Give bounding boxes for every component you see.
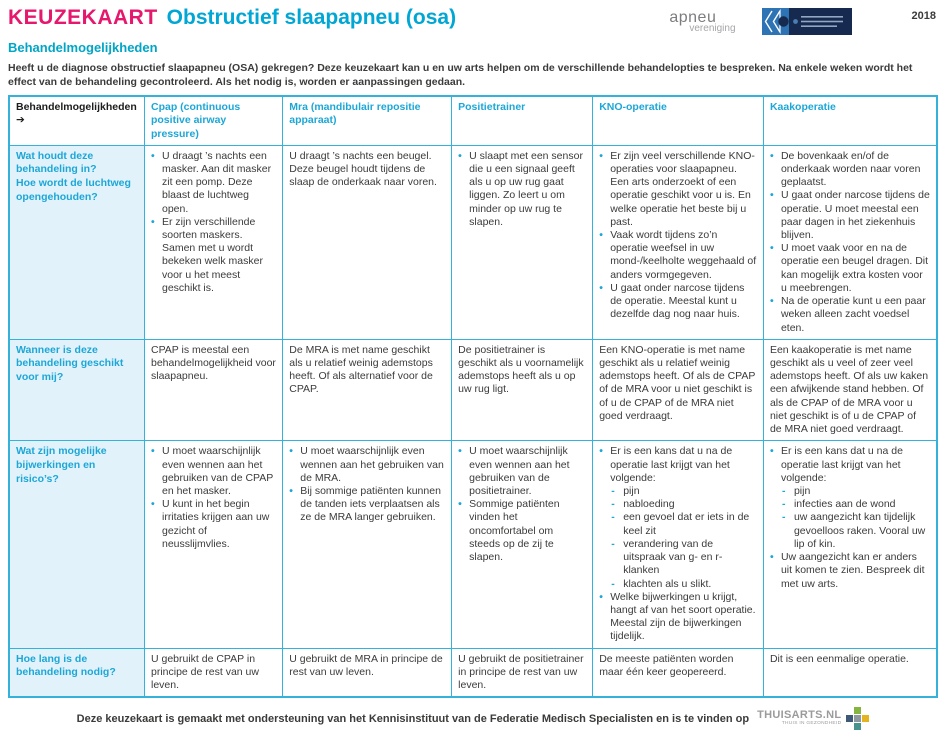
item-text: Er zijn veel verschillende KNO-operaties voor slaapapneu. Een arts onderzoekt of een operatie geschikt voor u is. En welke operatie het beste bij u past.: [610, 149, 755, 228]
row-label-line: Wat houdt deze behandeling in?: [16, 149, 97, 176]
logo-square: [854, 707, 861, 714]
cell-text: De meeste patiënten worden maar één keer geopereerd.: [599, 652, 734, 678]
item-text: pijn: [793, 484, 811, 497]
thuisarts-name: THUISARTS.NL: [757, 709, 842, 722]
bullet-item: [770, 189, 930, 242]
corner-header-cell: [9, 96, 144, 145]
dash-icon: -: [781, 511, 786, 524]
bullet-icon: •: [769, 242, 774, 255]
bullet-icon: •: [458, 445, 462, 458]
dash-icon: -: [781, 484, 786, 497]
table-row: [9, 145, 937, 339]
row-label: [9, 441, 144, 648]
table-cell: [593, 648, 764, 697]
row-label: [9, 648, 144, 697]
bullet-icon: •: [599, 229, 603, 242]
corner-header-label: Behandelmogelijkheden: [16, 101, 137, 114]
footer-credit-text: Deze keuzekaart is gemaakt met ondersteuning van het Kennisinstituut van de Federatie Medisch Specialisten en is te vinden op: [76, 712, 750, 725]
item-text: U gaat onder narcose tijdens de operatie. U moet meestal een paar dagen in het ziekenhuis blijven.: [780, 189, 930, 242]
row-label: [9, 339, 144, 441]
item-text: Welke bijwerkingen u krijgt, hangt af van het soort operatie. Meestal zijn de bijwerkingen tijdelijk.: [610, 590, 756, 643]
dash-item: [770, 485, 930, 498]
bullet-item: [599, 591, 757, 644]
document-footer: [8, 707, 938, 730]
bullet-icon: •: [150, 215, 155, 228]
table-cell: [593, 441, 764, 648]
dash-icon: -: [611, 498, 615, 511]
item-text: Uw aangezicht kan er anders uit komen te zien. Bespreek dit met uw arts.: [780, 551, 925, 590]
row-label-line: Wat zijn mogelijke bijwerkingen en risico’s?: [16, 445, 107, 485]
cell-text: U gebruikt de MRA in principe de rest van uw leven.: [289, 652, 443, 678]
column-header-4: KNO-operatie: [593, 96, 764, 145]
thuisarts-tagline: THUIS IN GEZONDHEID: [781, 721, 842, 727]
table-cell: [452, 145, 593, 339]
bullet-item: [599, 229, 757, 282]
bullet-item: [289, 485, 445, 525]
apneuvereniging-logo: [669, 8, 735, 34]
apneu-logo-subtext: vereniging: [689, 23, 736, 34]
thuisarts-logo-text: [757, 710, 841, 727]
dash-icon: -: [611, 511, 615, 524]
column-header-5: Kaakoperatie: [763, 96, 937, 145]
item-text: U moet waarschijnlijk even wennen aan het gebruiken van de MRA.: [300, 445, 444, 484]
item-text: U moet waarschijnlijk even wennen aan het gebruiken van de positietrainer.: [469, 445, 570, 497]
dash-item: [770, 511, 930, 551]
kno-vereniging-logo-icon: [762, 8, 852, 35]
bullet-item: [770, 445, 930, 485]
thuisarts-logo: [757, 707, 869, 730]
bullet-item: [770, 242, 930, 295]
bullet-icon: •: [769, 551, 774, 564]
table-cell: [763, 648, 937, 697]
bullet-icon: •: [150, 149, 155, 162]
apneu-logo-text: apneu: [669, 9, 717, 26]
item-text: U kunt in het begin irritaties krijgen aan uw gezicht of neusslijmvlies.: [161, 498, 270, 550]
row-label-line: Wanneer is deze behandeling geschikt voor mij?: [16, 343, 124, 384]
logo-row: [669, 6, 938, 35]
logo-square: [846, 715, 853, 722]
item-text: nabloeding: [623, 498, 675, 511]
bullet-item: [770, 295, 930, 335]
table-row: [9, 339, 937, 441]
table-header-row: [9, 96, 937, 145]
column-header-3: Positietrainer: [452, 96, 593, 145]
dash-item: [599, 485, 757, 498]
bullet-item: [599, 445, 757, 485]
dash-item: [599, 578, 757, 591]
bullet-item: [599, 282, 757, 322]
bullet-item: [289, 445, 445, 485]
item-text: Vaak wordt tijdens zo’n operatie weefsel in uw mond-/keelholte weggehaald of anders vormgegeven.: [610, 229, 757, 281]
item-text: Er is een kans dat u na de operatie last krijgt van het volgende:: [780, 445, 903, 484]
bullet-item: [599, 150, 757, 229]
logo-square: [854, 723, 861, 730]
dash-icon: -: [611, 484, 615, 497]
item-text: U gaat onder narcose tijdens de operatie. Meestal kunt u dezelfde dag nog naar huis.: [610, 281, 745, 321]
table-cell: [452, 339, 593, 441]
table-cell: [763, 441, 937, 648]
column-header-1: Cpap (continuous positive airway pressure): [144, 96, 282, 145]
bullet-icon: •: [769, 189, 774, 202]
bullet-icon: •: [599, 281, 603, 294]
dash-item: [770, 498, 930, 511]
bullet-icon: •: [769, 149, 774, 162]
bullet-item: [770, 551, 930, 591]
table-cell: [144, 145, 282, 339]
cell-text: CPAP is meestal een behandelmogelijkheid voor slaapapneu.: [150, 343, 276, 383]
item-text: klachten als u slikt.: [623, 577, 712, 590]
item-text: uw aangezicht kan tijdelijk gevoelloos raken. Vooral uw lip of kin.: [793, 511, 926, 550]
year-label: 2018: [911, 10, 936, 22]
cell-text: Dit is een eenmalige operatie.: [769, 652, 909, 665]
item-text: De bovenkaak en/of de onderkaak worden naar voren geplaatst.: [780, 149, 921, 189]
bullet-icon: •: [769, 445, 774, 458]
bullet-item: [151, 498, 276, 551]
dash-icon: -: [611, 537, 615, 550]
logo-square: [862, 715, 869, 722]
dash-item: [599, 538, 757, 578]
table-cell: [283, 145, 452, 339]
item-text: pijn: [623, 484, 640, 497]
table-cell: [763, 339, 937, 441]
item-text: een gevoel dat er iets in de keel zit: [623, 511, 750, 537]
table-cell: [593, 339, 764, 441]
item-text: Na de operatie kunt u een paar weken alleen zacht voedsel eten.: [780, 295, 926, 334]
item-text: verandering van de uitspraak van g- en r-klanken: [623, 537, 723, 577]
bullet-icon: •: [599, 590, 603, 603]
cell-text: Een KNO-operatie is met name geschikt als u relatief weinig ademstops heeft. Of als de CPAP of de MRA voor u niet geschikt is of u de CPAP of de MRA niet goed verdraagt.: [599, 343, 756, 422]
item-text: U moet waarschijnlijk even wennen aan het gebruiken van de CPAP en het masker.: [161, 445, 274, 497]
table-cell: [144, 648, 282, 697]
bullet-icon: •: [458, 149, 462, 162]
document-header: [8, 6, 938, 35]
cell-text: U gebruikt de positietrainer in principe de rest van uw leven.: [458, 652, 584, 692]
item-text: infecties aan de wond: [793, 498, 896, 511]
item-text: U slaapt met een sensor die u een signaal geeft als u op uw rug gaat liggen. Zo leert u om minder op uw rug te slapen.: [469, 149, 583, 228]
bullet-icon: •: [458, 498, 462, 511]
dash-icon: -: [781, 498, 786, 511]
row-label: [9, 145, 144, 339]
thuisarts-squares-icon: [846, 707, 869, 730]
table-cell: [283, 339, 452, 441]
cell-text: Een kaakoperatie is met name geschikt als u veel of zeer veel ademstops heeft. Of als uw kaken een afwijkende stand hebben. Of als de CPAP of de MRA voor u niet geschikt is of u de CPAP of de MRA niet goed verdraagt.: [769, 343, 929, 436]
column-header-2: Mra (mandibulair repositie apparaat): [283, 96, 452, 145]
bullet-icon: •: [599, 445, 603, 458]
item-text: Er zijn verschillende soorten maskers. Samen met u wordt bekeken welk masker voor u het meest geschikt is.: [161, 215, 263, 294]
page-title: Obstructief slaapapneu (osa): [166, 6, 457, 29]
item-text: Er is een kans dat u na de operatie last krijgt van het volgende:: [610, 445, 733, 484]
treatment-options-table: [8, 95, 938, 698]
cell-text: De MRA is met name geschikt als u relatief weinig ademstops heeft. Of als alternatief voor de CPAP.: [289, 343, 433, 396]
logo-square: [854, 715, 861, 722]
row-label-line: Hoe lang is de behandeling nodig?: [16, 652, 116, 679]
table-cell: [763, 145, 937, 339]
arrow-right-icon: ➔: [16, 114, 25, 127]
bullet-icon: •: [289, 484, 293, 497]
bullet-icon: •: [769, 295, 774, 308]
table-cell: [144, 339, 282, 441]
bullet-item: [151, 150, 276, 216]
item-text: Bij sommige patiënten kunnen de tanden iets verplaatsen als ze de MRA langer gebruiken.: [300, 484, 441, 524]
table-cell: [452, 441, 593, 648]
table-cell: [283, 441, 452, 648]
table-row: [9, 441, 937, 648]
title-block: [8, 6, 456, 30]
dash-item: [599, 498, 757, 511]
bullet-item: [458, 445, 586, 498]
cell-text: De positietrainer is geschikt als u voornamelijk ademstops heeft als u op uw rug ligt.: [458, 343, 584, 396]
cell-text: U gebruikt de CPAP in principe de rest van uw leven.: [150, 652, 259, 692]
table-row: [9, 648, 937, 697]
row-label-line: Hoe wordt de luchtweg opengehouden?: [16, 177, 131, 203]
bullet-item: [151, 216, 276, 295]
item-text: Sommige patiënten vinden het oncomfortabel om steeds op de zij te slapen.: [469, 498, 560, 564]
table-cell: [283, 648, 452, 697]
table-cell: [144, 441, 282, 648]
dash-item: [599, 511, 757, 537]
cell-text: U draagt ’s nachts een beugel. Deze beugel houdt tijdens de slaap de onderkaak naar voren.: [289, 149, 437, 189]
intro-paragraph: Heeft u de diagnose obstructief slaapapneu (OSA) gekregen? Deze keuzekaart kan u en uw arts helpen om de verschillende behandelopties te bespreken. Na enkele weken wordt het effect van de behandeling gecontroleerd. Als het nodig is, worden er aanpassingen gedaan.: [8, 62, 913, 89]
bullet-icon: •: [150, 445, 155, 458]
item-text: U draagt ’s nachts een masker. Aan dit masker zit een pomp. Deze blaast de luchtweg open.: [161, 149, 272, 215]
dash-icon: -: [611, 577, 615, 590]
bullet-item: [458, 150, 586, 229]
section-subtitle: Behandelmogelijkheden: [8, 40, 158, 55]
item-text: U moet vaak voor en na de operatie een beugel dragen. Dit kan mogelijk extra kosten voor u meebrengen.: [780, 242, 929, 294]
bullet-icon: •: [599, 149, 603, 162]
bullet-item: [151, 445, 276, 498]
bullet-icon: •: [289, 445, 293, 458]
bullet-icon: •: [150, 498, 155, 511]
brand-label: KEUZEKAART: [8, 6, 158, 29]
table-cell: [452, 648, 593, 697]
table-cell: [593, 145, 764, 339]
bullet-item: [770, 150, 930, 190]
bullet-item: [458, 498, 586, 564]
